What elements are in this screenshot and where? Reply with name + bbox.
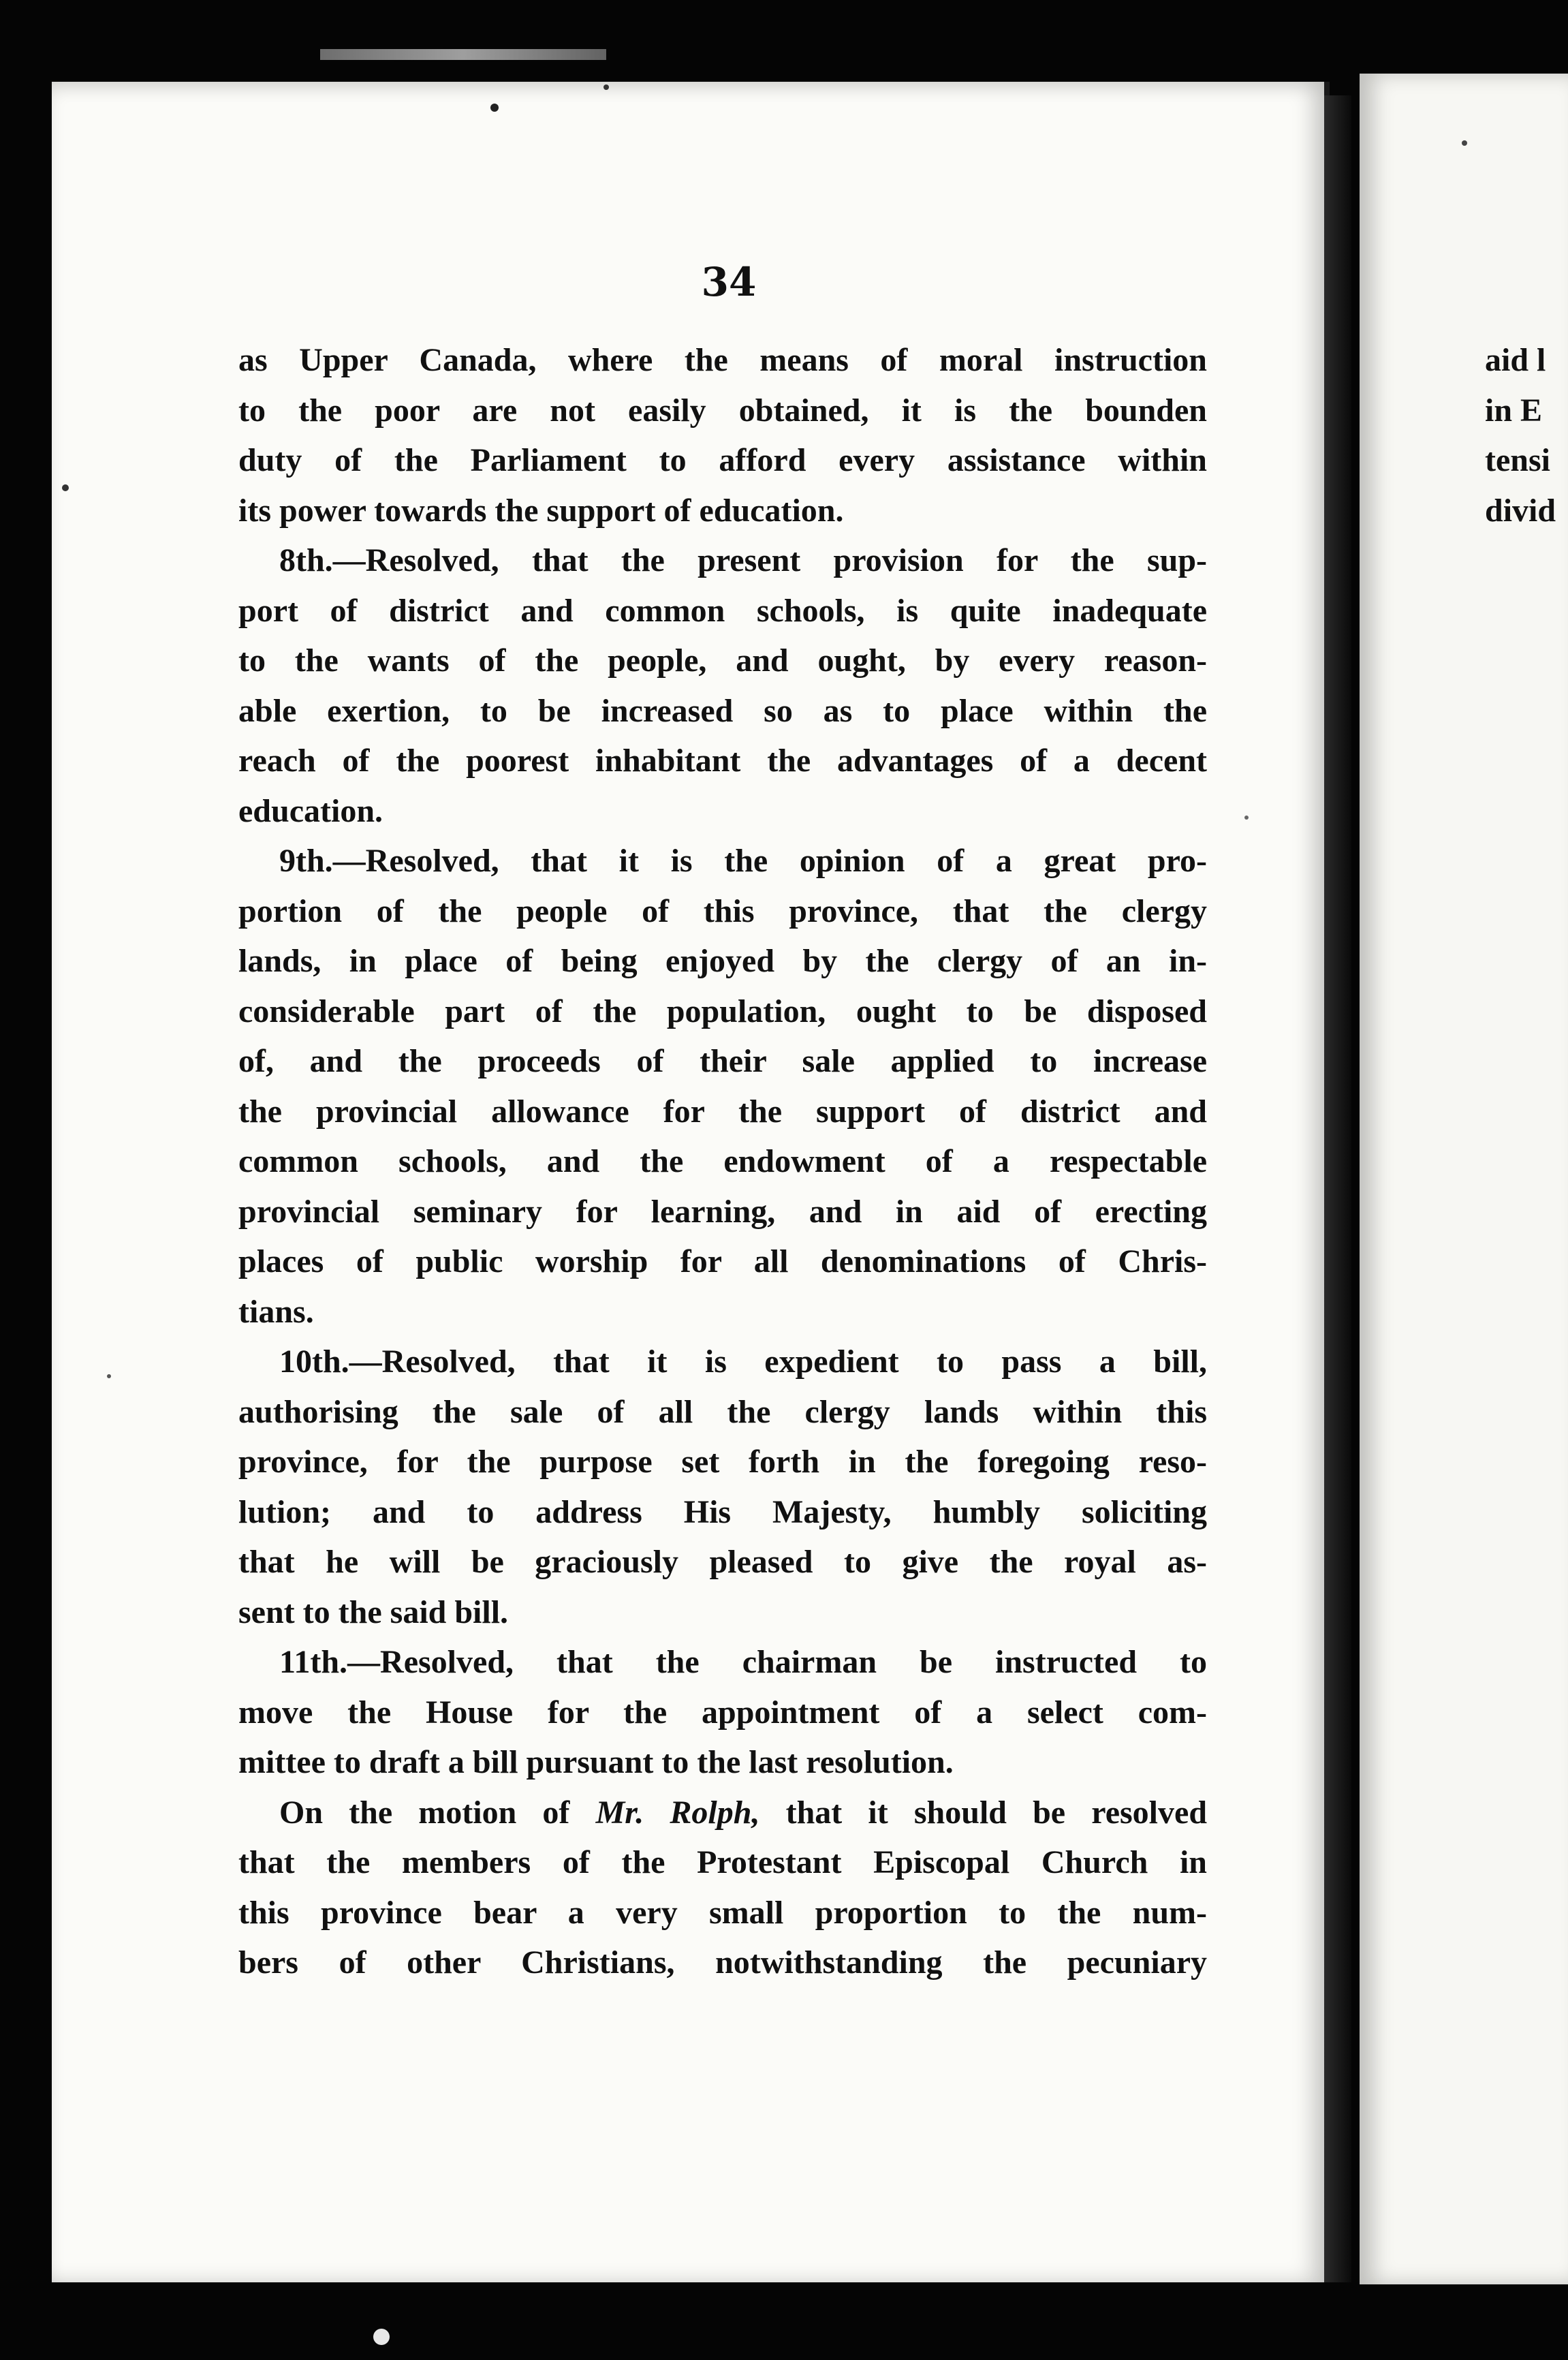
- text-line: tians.: [238, 1293, 314, 1330]
- left-page-text: [238, 335, 1207, 1988]
- text-line: of, and the proceeds of their sale applied to increase: [238, 1043, 1207, 1079]
- text-line: its power towards the support of education.: [238, 492, 844, 529]
- text-line: 10th.—Resolved, that it is expedient to pass a bill,: [279, 1344, 1207, 1380]
- text-line: 11th.—Resolved, that the chairman be instructed to: [279, 1644, 1207, 1680]
- text-line: this province bear a very small proportion to the num-: [238, 1894, 1207, 1931]
- text-line: common schools, and the endowment of a respectable: [238, 1143, 1207, 1179]
- text-line: to the wants of the people, and ought, by every reason-: [238, 642, 1207, 679]
- page-gutter-edge: [1324, 95, 1351, 2282]
- text-line: provincial seminary for learning, and in aid of erecting: [238, 1193, 1207, 1230]
- text-line: able exertion, to be increased so as to place within the: [238, 692, 1207, 729]
- right-fragment-line: in E: [1485, 392, 1543, 429]
- text-line: education.: [238, 792, 383, 829]
- text-line: port of district and common schools, is quite inadequate: [238, 592, 1207, 629]
- right-fragment-line: tensi: [1485, 442, 1550, 478]
- right-fragment-line: divid: [1485, 492, 1556, 529]
- text-line: reach of the poorest inhabitant the advantages of a decent: [238, 743, 1207, 779]
- text-line: as Upper Canada, where the means of moral instruction: [238, 342, 1207, 378]
- text-line: 8th.—Resolved, that the present provision for the sup-: [279, 542, 1207, 578]
- text-line: to the poor are not easily obtained, it is the bounden: [238, 392, 1207, 429]
- text-line: 9th.—Resolved, that it is the opinion of a great pro-: [279, 843, 1207, 879]
- text-line: that he will be graciously pleased to give the royal as-: [238, 1544, 1207, 1580]
- text-line: lution; and to address His Majesty, humbly soliciting: [238, 1493, 1207, 1530]
- text-line: duty of the Parliament to afford every assistance within: [238, 442, 1207, 478]
- text-line: bers of other Christians, notwithstanding the pecuniary: [238, 1944, 1207, 1981]
- italic-name: Mr. Rolph,: [595, 1794, 760, 1831]
- text-line: move the House for the appointment of a select com-: [238, 1694, 1207, 1730]
- page-number: 34: [701, 259, 757, 305]
- text-line: mittee to draft a bill pursuant to the last resolution.: [238, 1744, 954, 1780]
- text-segment: On the motion of: [279, 1794, 596, 1831]
- text-segment: that it should be resolved: [759, 1794, 1208, 1831]
- text-line: considerable part of the population, ought to be disposed: [238, 993, 1207, 1029]
- text-line: lands, in place of being enjoyed by the clergy of an in-: [238, 943, 1207, 979]
- text-line: that the members of the Protestant Episcopal Church in: [238, 1844, 1207, 1880]
- text-line: the provincial allowance for the support of district and: [238, 1093, 1207, 1130]
- text-line: authorising the sale of all the clergy lands within this: [238, 1393, 1207, 1430]
- right-page-fragment-text: [1485, 335, 1568, 535]
- text-line: province, for the purpose set forth in the foregoing reso-: [238, 1444, 1207, 1480]
- text-line: places of public worship for all denominations of Chris-: [238, 1243, 1207, 1279]
- text-line: portion of the people of this province, that the clergy: [238, 892, 1207, 929]
- text-line: [238, 1788, 1207, 1838]
- binding-strip: [320, 49, 606, 60]
- right-fragment-line: aid l: [1485, 342, 1546, 378]
- text-line: sent to the said bill.: [238, 1594, 509, 1630]
